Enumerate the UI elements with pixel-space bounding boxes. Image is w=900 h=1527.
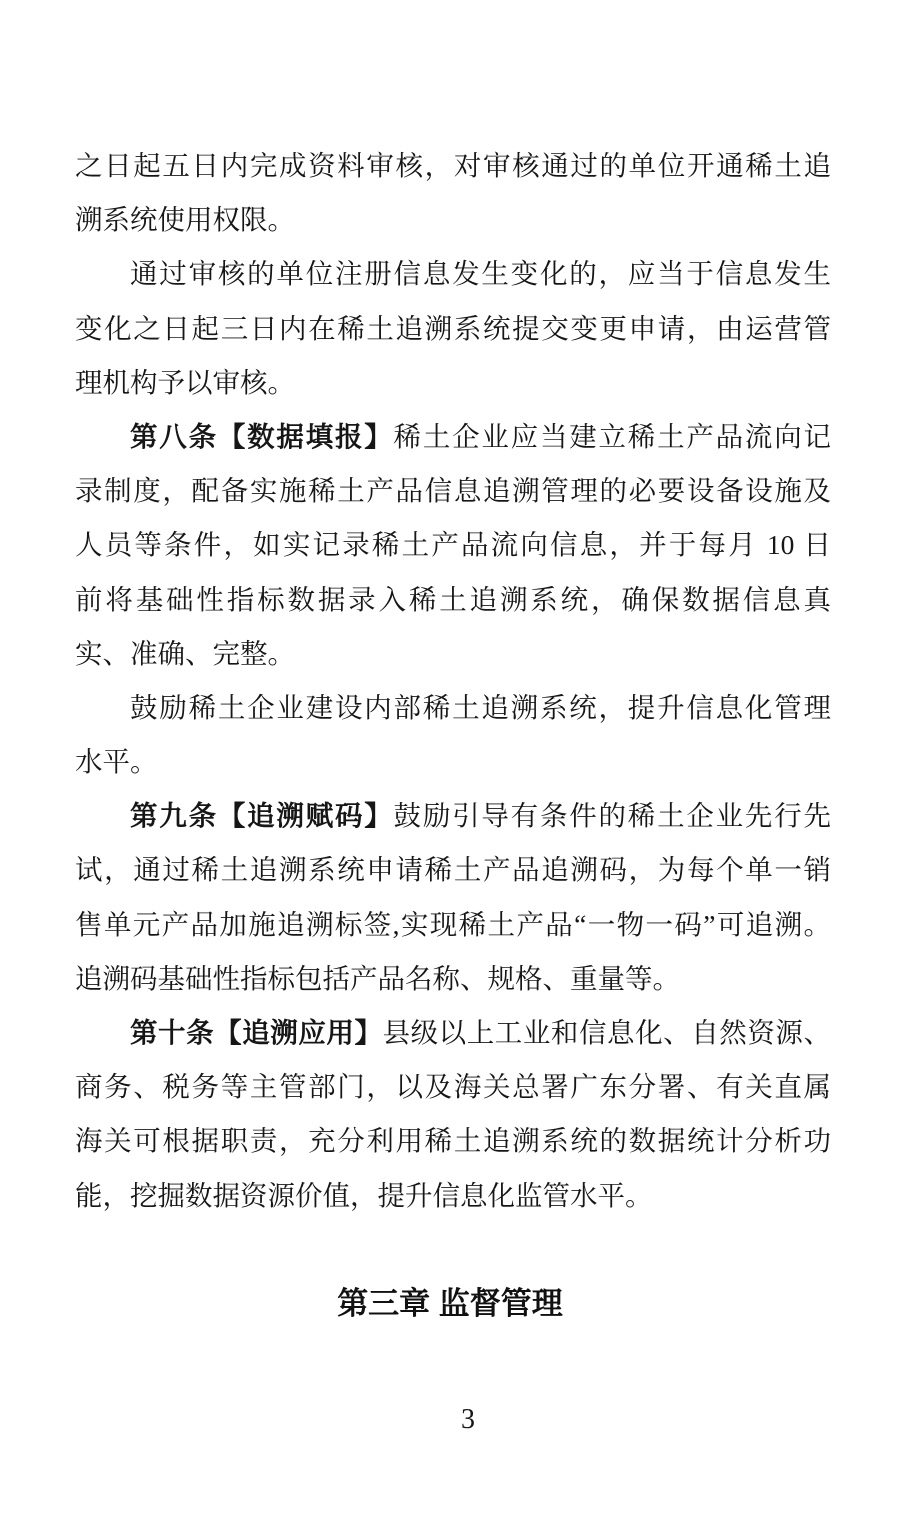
chapter-heading: 第三章 监督管理 [337,1286,563,1321]
text-line: 溯系统使用权限。 [75,204,295,236]
text-line: 人员等条件，如实记录稀土产品流向信息，并于每月 10 日 [75,529,831,561]
article-number-label: 第九条【追溯赋码】 [130,800,394,832]
article-number-label: 第十条【追溯应用】 [130,1017,383,1048]
text-line: 之日起五日内完成资料审核，对审核通过的单位开通稀土追 [75,150,831,181]
text-line: 商务、税务等主管部门，以及海关总署广东分署、有关直属 [75,1071,831,1103]
text-line: 理机构予以审核。 [75,366,295,398]
text-line: 鼓励稀土企业建设内部稀土追溯系统，提升信息化管理 [130,691,831,723]
article-number-label: 第八条【数据填报】 [130,420,394,452]
text-line: 第九条【追溯赋码】鼓励引导有条件的稀土企业先行先 [130,800,831,832]
text-line: 前将基础性指标数据录入稀土追溯系统，确保数据信息真 [75,583,831,615]
text-line: 试，通过稀土追溯系统申请稀土产品追溯码，为每个单一销 [75,854,831,886]
text-line: 能，挖掘数据资源价值，提升信息化监管水平。 [75,1179,653,1211]
text-line: 水平。 [75,746,158,778]
text-line: 第八条【数据填报】稀土企业应当建立稀土产品流向记 [130,420,831,452]
text-line: 售单元产品加施追溯标签,实现稀土产品“一物一码”可追溯。 [75,908,831,940]
text-line: 第十条【追溯应用】县级以上工业和信息化、自然资源、 [130,1017,831,1048]
text-line: 追溯码基础性指标包括产品名称、规格、重量等。 [75,962,680,994]
text-line: 变化之日起三日内在稀土追溯系统提交变更申请，由运营管 [75,312,831,344]
page-number: 3 [461,1404,475,1435]
text-line: 通过审核的单位注册信息发生变化的，应当于信息发生 [130,258,831,290]
document-body [75,139,831,1223]
text-line: 录制度，配备实施稀土产品信息追溯管理的必要设备设施及 [75,475,831,507]
text-line: 海关可根据职责，充分利用稀土追溯系统的数据统计分析功 [75,1125,831,1157]
text-line: 实、准确、完整。 [75,637,295,669]
